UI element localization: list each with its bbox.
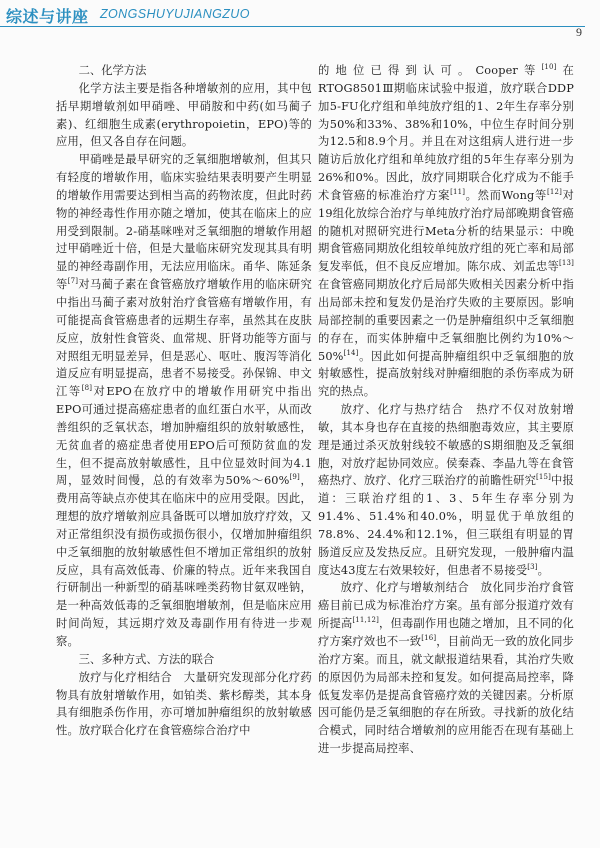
citation-ref: [11,12] xyxy=(352,616,379,625)
paragraph-chemical-intro: 化学方法主要是指各种增敏剂的应用，其中包括早期增敏剂如甲硝唑、甲硝胺和中药(如马蔺子素)、红细胞生成素(erythropoietin，EPO)等的应用，但又各自存在问题。 xyxy=(56,81,312,149)
citation-ref: [10] xyxy=(541,63,557,72)
text-run: 。然而Wong等 xyxy=(465,188,548,202)
citation-ref: [15] xyxy=(536,473,552,482)
text-run: 中报道：三联治疗组的1、3、5年生存率分别为91.4%、51.4%和40.0%，明显优于单放组的78.8%、24.4%和12.1%，但三联组有明显的胃肠道反应及发热反应。且研究发现，一般肿瘤内温度达43度左右效果较好，但患者不易接受 xyxy=(318,474,574,577)
text-run: 。因此如何提高肿瘤组织中乏氧细胞的放射敏感性，提高放射线对肿瘤细胞的杀伤率成为研究的热点。 xyxy=(318,349,574,399)
citation-ref: [14] xyxy=(343,348,359,357)
text-run: ，目前尚无一致的放化同步治疗方案。而且，就文献报道结果看，其治疗失败的原因仍为局部未控和复发。如何提高局控率，降低复发率仍是提高食管癌疗效的关键因素。分析原因可能仍是乏氧细胞的存在所致。寻找新的放化结合模式，同时结合增敏剂的应用能否在现有基础上进一步提高局控率、 xyxy=(318,635,574,756)
text-run: 对19组化放综合治疗与单纯放疗治疗局部晚期食管癌的随机对照研究进行Meta分析的结果显示：中晚期食管癌同期放化组较单纯放疗组的死亡率和局部复发率低，但不良反应增加。陈尔成、刘孟忠等 xyxy=(318,188,575,274)
paragraph-sensitizers xyxy=(56,151,312,651)
citation-ref: [13] xyxy=(559,259,574,268)
text-run: ，但毒副作用也随之增加，且不同的化疗方案疗效也不一致 xyxy=(318,617,574,648)
section-heading-chemical-methods: 二、化学方法 xyxy=(78,64,147,77)
citation-ref: [12] xyxy=(547,188,562,197)
page-header xyxy=(0,0,600,40)
text-run: 的地位已得到认可。Cooper等 xyxy=(318,64,542,77)
paragraph-thermo-chemo-radiation xyxy=(318,401,574,579)
text-run: 。 xyxy=(537,563,550,577)
citation-ref: [3] xyxy=(527,562,538,571)
text-run: 放疗、化疗与增敏剂结合 放化同步治疗食管癌目前已成为标准治疗方案。虽有部分报道疗效有所提高 xyxy=(318,581,574,631)
left-column xyxy=(56,62,312,740)
header-rule xyxy=(0,26,585,27)
citation-ref: [9] xyxy=(289,473,300,482)
right-column xyxy=(318,62,574,758)
paragraph-chemo-sensitizer-combo xyxy=(318,579,574,757)
text-run: 对马蔺子素在食管癌放疗增敏作用的临床研究中指出马蔺子素对放射治疗食管癌有增敏作用，有可能提高食管癌患者的远期生存率，虽然其在皮肤反应，放射性食管炎、血常规、肝肾功能等方面与对照组无明显差异，但是恶心、呕吐、腹泻等消化道反应有明显提高，患者不易接受。孙保锦、申文江等 xyxy=(56,278,312,399)
section-heading-combined-methods: 三、多种方式、方法的联合 xyxy=(78,652,215,666)
paragraph-radio-chemo: 放疗与化疗相结合 大量研究发现部分化疗药物具有放射增敏作用，如铂类、紫杉醇类，其本身具有细胞杀伤作用，亦可增加肿瘤组织的放射敏感性。放疗联合化疗在食管癌综合治疗中 xyxy=(56,670,312,738)
text-run: 在RTOG8501Ⅲ期临床试验中报道，放疗联合DDP加5-FU化疗组和单纯放疗组的1、2年生存率分别为50%和33%、38%和10%，中位生存时间分别为12.5和8.9个月。并且在对这组病人进行进一步随访后放化疗组和单纯放疗组的5年生存率分别为26%和0%。因此，放疗同期联合化疗成为不能手术食管癌的标准治疗方案 xyxy=(318,64,574,202)
text-run: ，费用高等缺点亦使其在临床中的应用受限。因此，理想的放疗增敏剂应具备既可以增加放疗疗效，又对正常组织没有损伤或损伤很小，仅增加肿瘤组织中乏氧细胞的放射敏感性但不增加正常组织的放射反应，具有高效低毒、价廉的特点。近年来我国自行研制出一种新型的硝基咪唑类药物甘氨双唑钠，是一种高效低毒的乏氧细胞增敏剂，但是临床应用时间尚短，其远期疗效及毒副作用有待进一步观察。 xyxy=(56,474,312,648)
page-number: 9 xyxy=(576,25,582,39)
citation-ref: [11] xyxy=(450,188,466,197)
journal-section-title: 综述与讲座 xyxy=(6,7,89,26)
journal-section-title-pinyin: ZONGSHUYUJIANGZUO xyxy=(100,7,250,21)
paragraph-chemoradiation-trials xyxy=(318,62,574,401)
citation-ref: [7] xyxy=(67,277,79,286)
text-run: 在食管癌同期放化疗后局部失败相关因素分析中指出局部未控和复发仍是治疗失败的主要原因。影响局部控制的重要因素之一仍是肿瘤组织中乏氧细胞的存在，而实体肿瘤中乏氧细胞比例约为10%～50% xyxy=(318,278,574,363)
citation-ref: [8] xyxy=(81,384,93,393)
text-run: 对EPO在放疗中的增敏作用研究中指出EPO可通过提高癌症患者的血红蛋白水平，从而改善组织的乏氧状态，增加肿瘤组织的放射敏感性，无贫血者的癌症患者使用EPO后可预防贫血的发生，但不提高放射敏感性，且中位显效时间为4.1周，显效时间慢，总的有效率为50%～60% xyxy=(56,385,312,488)
text-run: 甲硝唑是最早研究的乏氧细胞增敏剂，但其只有轻度的增敏作用，临床实验结果表明要产生明显的增敏作用需要达到相当高的药物浓度，但此时药物的神经毒性作用亦随之增加，使其在临床上的应用受到限制。2-硝基咪唑对乏氧细胞的增敏作用超过甲硝唑近十倍，但是大量临床研究发现其具有明显的神经毒副作用，无法应用临床。甬华、陈延条等 xyxy=(56,153,312,292)
citation-ref: [16] xyxy=(421,634,437,643)
text-run: 放疗、化疗与热疗结合 热疗不仅对放射增敏，其本身也存在直接的热细胞毒效应，其主要原理是通过杀灭放射线较不敏感的S期细胞及乏氧细胞，对放疗起协同效应。侯秦森、李晶九等在食管癌热疗、放疗、化疗三联治疗的前瞻性研究 xyxy=(318,403,574,488)
